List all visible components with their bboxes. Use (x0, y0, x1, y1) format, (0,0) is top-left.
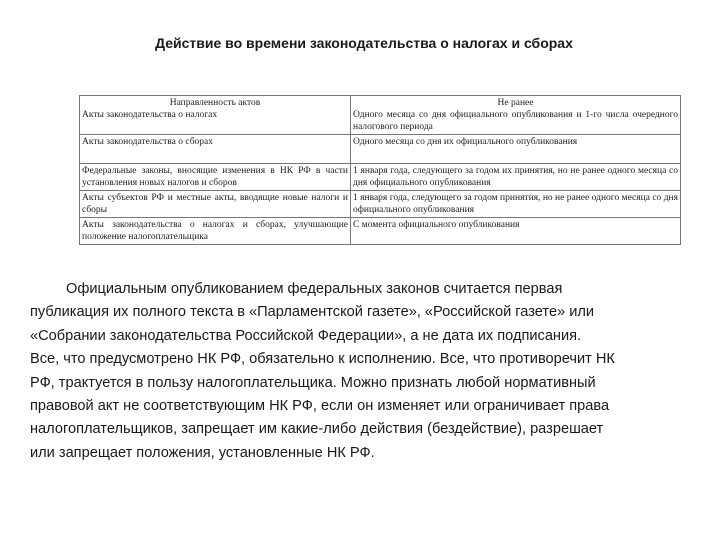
table-cell (80, 96, 351, 135)
row-value: 1 января года, следующего за годом их принятия, но не ранее одного месяца со дня официального опубликования (351, 164, 681, 191)
row-label: Акты законодательства о сборах (80, 135, 351, 164)
tax-acts-table (79, 95, 681, 245)
table-row (80, 218, 681, 245)
row-value: 1 января года, следующего за годом принятия, но не ранее одного месяца со дня официального опубликования (351, 191, 681, 218)
body-paragraph (30, 278, 688, 465)
column-header-acts: Направленность актов (169, 98, 261, 108)
paragraph-line: Официальным опубликованием федеральных законов считается первая (66, 281, 563, 297)
row-value: Одного месяца со дня официального опубликования и 1-го числа очередного налогового периода (353, 110, 678, 132)
row-label: Акты законодательства о налогах и сборах, улучшающие положение налогоплательщика (80, 218, 351, 245)
paragraph-line: Все, что предусмотрено НК РФ, обязательно к исполнению. Все, что противоречит НК (30, 351, 615, 368)
column-header-not-earlier: Не ранее (497, 98, 534, 108)
paragraph-line: правовой акт не соответствующим НК РФ, если он изменяет или ограничивает права (30, 398, 610, 415)
paragraph-line: «Собрании законодательства Российской Федерации», а не дата их подписания. (30, 327, 582, 344)
paragraph-line: РФ, трактуется в пользу налогоплательщика. Можно признать любой нормативный (30, 374, 596, 391)
page-title: Действие во времени законодательства о налогах и сборах (155, 35, 573, 51)
row-value: С момента официального опубликования (351, 218, 681, 245)
table-row (80, 191, 681, 218)
row-label: Федеральные законы, вносящие изменения в НК РФ в части установления новых налогов и сборов (80, 164, 351, 191)
paragraph-line: налогоплательщиков, запрещает им какие-либо действия (бездействие), разрешает (30, 421, 604, 438)
row-label: Акты законодательства о налогах (82, 110, 218, 120)
table-cell (351, 96, 681, 135)
table-row (80, 96, 681, 135)
row-label: Акты субъектов РФ и местные акты, вводящие новые налоги и сборы (80, 191, 351, 218)
row-value: Одного месяца со дня их официального опубликования (351, 135, 681, 164)
paragraph-line: или запрещает положения, установленные НК РФ. (30, 444, 375, 461)
paragraph-line: публикация их полного текста в «Парламентской газете», «Российской газете» или (30, 304, 595, 321)
table-row (80, 135, 681, 164)
table-row (80, 164, 681, 191)
